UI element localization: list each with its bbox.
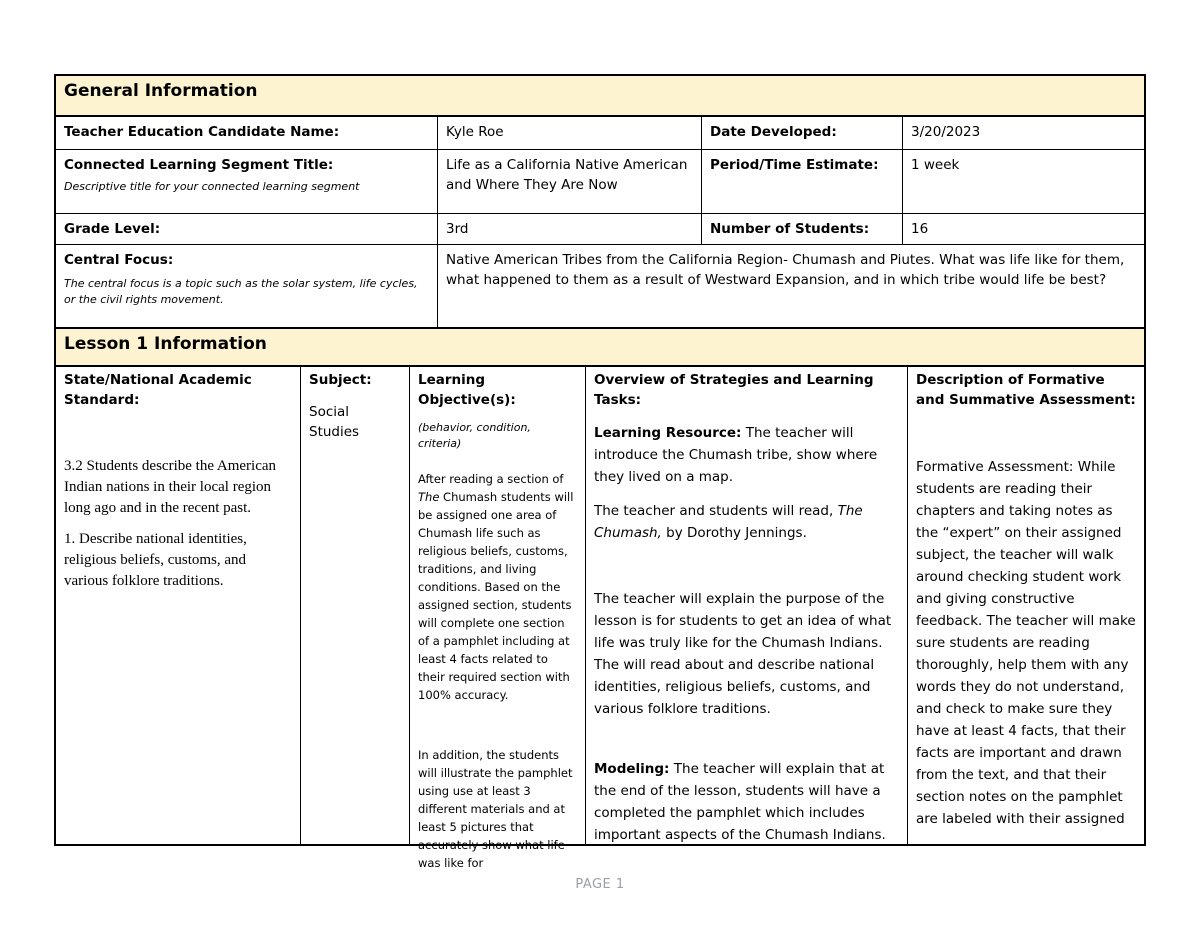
candidate-row	[56, 117, 1144, 150]
objective-cell	[410, 367, 586, 870]
segment-label: Connected Learning Segment Title:	[64, 157, 334, 173]
lesson-1-details-row	[56, 367, 1144, 870]
segment-row	[56, 150, 1144, 214]
standard-label: State/National Academic Standard:	[64, 372, 252, 408]
central-focus-label-cell	[56, 245, 438, 327]
objective-note: (behavior, condition, criteria)	[418, 421, 531, 450]
students-label: Number of Students:	[702, 214, 903, 244]
central-focus-row	[56, 245, 1144, 329]
modeling-text: Modeling: The teacher will explain that at the end of the lesson, students will have a completed the pamphlet which includes important aspects of the Chumash Indians.	[594, 761, 886, 843]
assessment-text: Formative Assessment: While students are reading their chapters and taking notes as the “expert” on their assigned subject, the teacher will walk around checking student work and giving constructive feedback. The teacher will make sure students are reading thoroughly, help them with any words they do not understand, and check to make sure they have at least 4 facts, that their facts are important and drawn from the text, and that their section notes on the pamphlet are labeled with their assigned	[916, 459, 1136, 827]
central-focus-label: Central Focus:	[64, 252, 174, 268]
objective-label: Learning Objective(s):	[418, 372, 516, 408]
date-value: 3/20/2023	[911, 124, 981, 140]
learning-resource-text: Learning Resource: The teacher will introduce the Chumash tribe, show where they lived on a map.	[594, 425, 878, 485]
grade-value: 3rd	[438, 214, 702, 244]
subject-label: Subject:	[309, 372, 372, 388]
period-value: 1 week	[911, 157, 960, 173]
lesson-1-title: Lesson 1 Information	[64, 334, 267, 354]
assessment-cell	[908, 367, 1144, 846]
segment-label-cell	[56, 150, 438, 213]
subject-cell	[301, 367, 410, 846]
candidate-value: Kyle Roe	[438, 117, 702, 149]
central-focus-value: Native American Tribes from the California Region- Chumash and Piutes. What was life like for them, what happened to them as a result of Westward Expansion, and in which tribe would life be best?	[446, 252, 1125, 288]
general-information-header	[56, 76, 1144, 117]
segment-value: Life as a California Native American and Where They Are Now	[438, 150, 702, 213]
grade-label: Grade Level:	[56, 214, 438, 244]
overview-label: Overview of Strategies and Learning Tasks:	[594, 372, 874, 408]
subject-value: Social Studies	[309, 404, 360, 440]
segment-note: Descriptive title for your connected learning segment	[64, 180, 360, 193]
reading-text: The teacher and students will read, The Chumash, by Dorothy Jennings.	[594, 503, 863, 541]
central-focus-note: The central focus is a topic such as the solar system, life cycles, or the civil rights movement.	[64, 277, 418, 306]
grade-row	[56, 214, 1144, 245]
lesson-plan-table	[54, 74, 1146, 870]
standard-cell	[56, 367, 301, 846]
date-label: Date Developed:	[702, 117, 903, 149]
general-information-title: General Information	[64, 81, 258, 101]
candidate-label: Teacher Education Candidate Name:	[56, 117, 438, 149]
page-number: PAGE 1	[575, 877, 625, 892]
students-value: 16	[911, 221, 929, 237]
lesson-1-header	[56, 329, 1144, 367]
standard-text-2: 1. Describe national identities, religious beliefs, customs, and various folklore traditions.	[64, 531, 247, 589]
objective-text-2: In addition, the students will illustrate the pamphlet using use at least 3 different materials and at least 5 pictures that accurately show what life was like for	[418, 748, 573, 870]
standard-text-1: 3.2 Students describe the American Indian nations in their local region long ago and in the recent past.	[64, 458, 277, 516]
assessment-label: Description of Formative and Summative Assessment:	[916, 372, 1136, 408]
period-label: Period/Time Estimate:	[702, 150, 903, 213]
objective-text-1: After reading a section of The Chumash students will be assigned one area of Chumash life such as religious beliefs, customs, traditions, and living conditions. Based on the assigned section, students will complete one section of a pamphlet including at least 4 facts related to their required section with 100% accuracy.	[418, 472, 574, 702]
purpose-text: The teacher will explain the purpose of the lesson is for students to get an idea of what life was truly like for the Chumash Indians. The will read about and describe national identities, religious beliefs, customs, and various folklore traditions.	[594, 591, 892, 717]
overview-cell	[586, 367, 908, 846]
